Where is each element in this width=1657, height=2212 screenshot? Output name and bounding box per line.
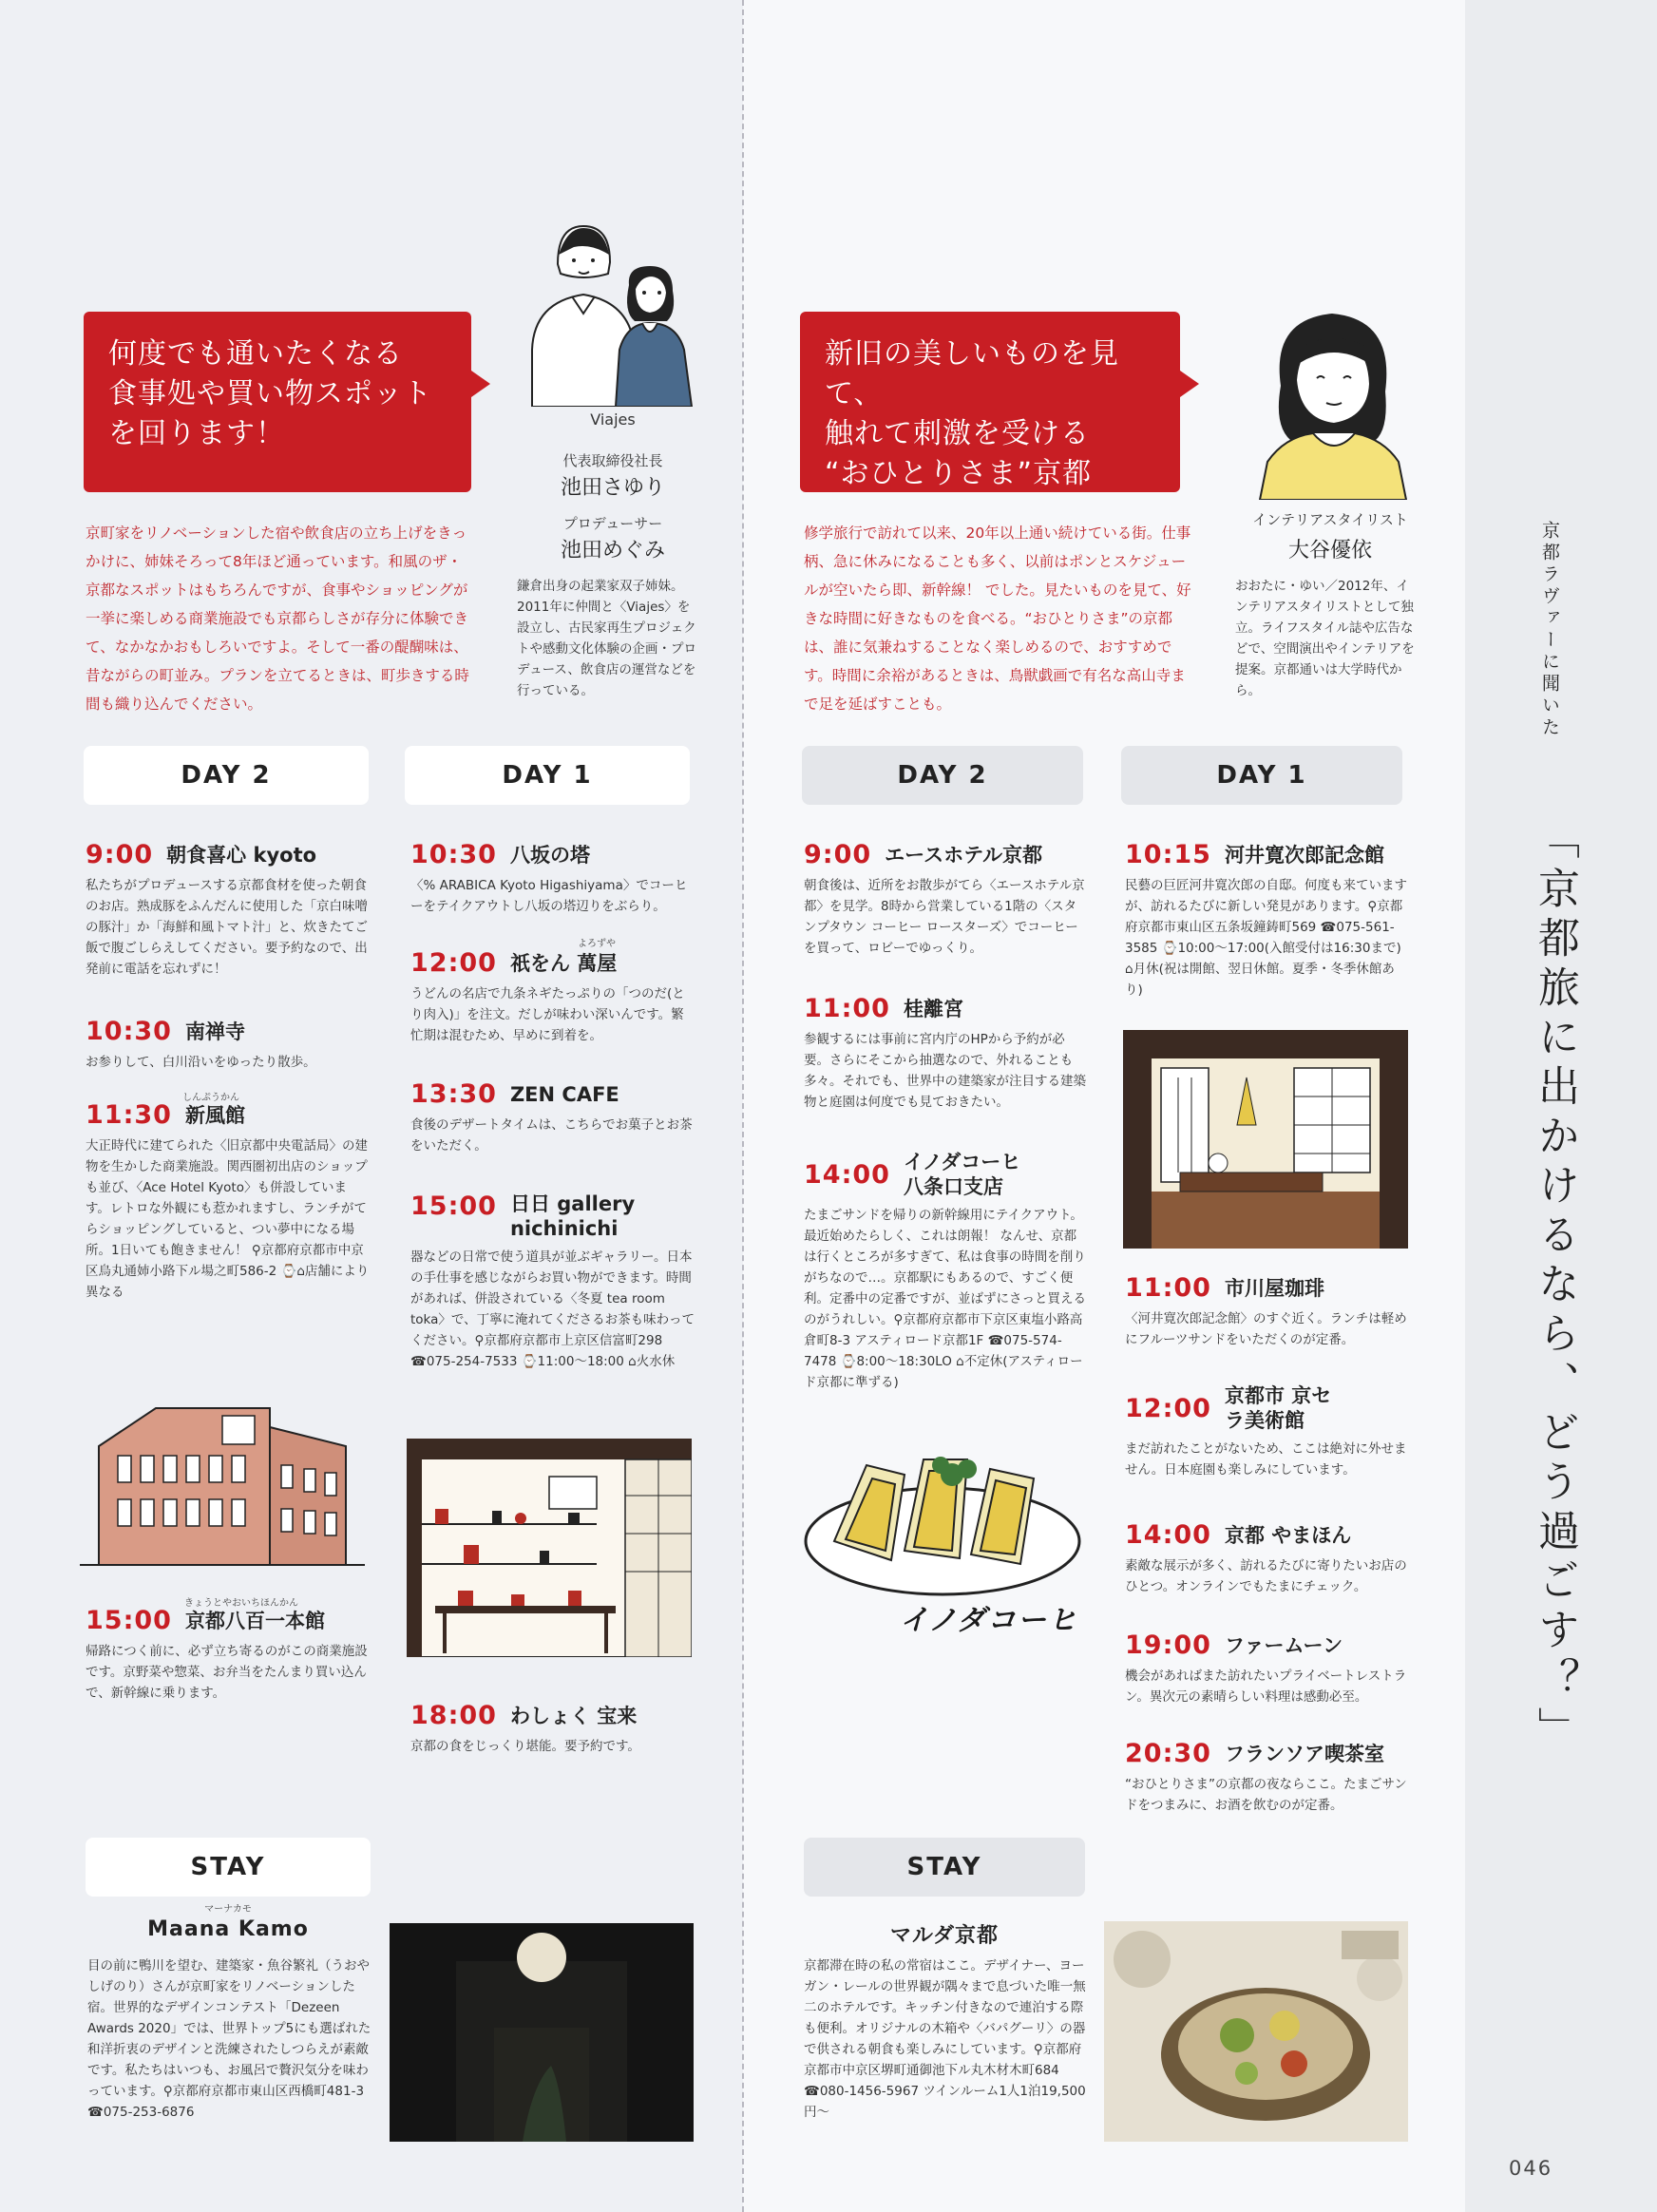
item-place: イノダコーヒ 八条口支店 — [903, 1151, 1021, 1198]
schedule-item — [410, 1192, 695, 1372]
schedule-item — [804, 840, 1089, 959]
item-place: 祇をん 萬屋 — [509, 951, 618, 975]
right-callout — [800, 312, 1180, 492]
stay-header: STAY — [86, 1838, 371, 1897]
item-desc: 朝食後は、近所をお散歩がてら〈エースホテル京都〉を見学。8時から営業している1階の〈スタンプタウン コーヒー ロースターズ〉でコーヒーを買って、ロビーでゆっくり。 — [804, 878, 1085, 956]
item-desc: 素敵な展示が多く、訪れるたびに寄りたいお店のひとつ。オンラインでもたまにチェック。 — [1125, 1558, 1407, 1594]
item-desc: 私たちがプロデュースする京都食材を使った朝食のお店。熟成豚をふんだんに使用した「京白味噌の豚汁」か「海鮮和風トマト汁」と、炊きたてご飯で腹ごしらえしてください。要予約なので、出発前に電話を忘れずに！ — [86, 878, 368, 977]
item-desc: 〈河井寛次郎記念館〉のすぐ近く。ランチは軽めにフルーツサンドをいただくのが定番。 — [1125, 1311, 1407, 1347]
item-time: 13:30 — [410, 1079, 497, 1109]
schedule-item — [1125, 840, 1410, 1001]
left-callout — [84, 312, 471, 492]
item-time: 9:00 — [86, 840, 154, 869]
role-title: プロデューサー — [562, 515, 663, 532]
item-desc: うどんの名店で九条ネギたっぷりの「つのだ(とり肉入)」を注文。だしが味わい深いんです。繁忙期は混むため、早めに到着を。 — [410, 986, 685, 1043]
item-time: 15:00 — [410, 1192, 497, 1221]
item-desc: お参りして、白川沿いをゆったり散歩。 — [86, 1055, 316, 1070]
callout-line: 新旧の美しいものを見て、 — [825, 337, 1119, 410]
item-desc: 器などの日常で使う道具が並ぶギャラリー。日本の手仕事を感じながらお買い物ができます。時間があれば、併設されている〈冬夏 tea room toka〉で、丁寧に淹れてくださるお茶も味わってください。⚲京都府京都市上京区信富町298 ☎075-254-7533 ⌚11:00〜18:00 ⌂火水休 — [410, 1249, 695, 1369]
item-time: 14:00 — [1125, 1520, 1211, 1550]
schedule-item — [1125, 1739, 1410, 1816]
person-name: 池田めぐみ — [560, 539, 665, 563]
item-desc: 帰路につく前に、必ず立ち寄るのがこの商業施設です。京野菜や惣菜、お弁当をたんまり買い込んで、新幹線に乗ります。 — [86, 1644, 368, 1701]
side-subtitle: 京都ラヴァーに聞いた — [1539, 521, 1560, 739]
ruby-text: よろずや — [578, 939, 616, 949]
item-time: 14:00 — [804, 1159, 890, 1190]
item-time: 11:00 — [804, 994, 890, 1023]
item-desc: 大正時代に建てられた〈旧京都中央電話局〉の建物を生かした商業施設。関西圏初出店のショップも並び、〈Ace Hotel Kyoto〉も併設しています。レトロな外観にも惹かれますし、ランチがてらショッピングしていると、つい夢中になる場所。1日いても飽きません！ ⚲京都府京都市中京区烏丸通姉小路下ル場之町586-2 ⌚⌂店舗により異なる — [86, 1138, 370, 1300]
role-title: 代表取締役社長 — [562, 452, 663, 469]
ruby-text: マーナカモ — [204, 1904, 252, 1915]
side-title: 「京都旅に出かけるなら、どう過ごす？」 — [1531, 817, 1579, 1756]
item-place: フランソア喫茶室 — [1224, 1742, 1384, 1765]
item-desc: たまごサンドを帰りの新幹線用にテイクアウト。最近始めたらしく、これは朗報！ なんせ、京都は行くところが多すぎて、私は食事の時間を削りがちなので…。京都駅にもあるので、すごく便利。定番中の定番ですが、並ばずにさっと買えるのがうれしい。⚲京都府京都市下京区東塩小路高倉町8-3 アスティロード京都1F ☎075-574-7478 ⌚8:00〜18:30LO ⌂不定休(アスティロード京都に準ずる) — [804, 1208, 1086, 1390]
item-place: ZEN CAFE — [509, 1082, 619, 1106]
day2-header: DAY 2 — [84, 746, 369, 805]
inoda-logo: イノダコーヒ — [899, 1604, 1079, 1637]
maruda-breakfast-photo — [1104, 1921, 1408, 2142]
item-place: 新風館 — [184, 1103, 245, 1127]
page-number: 046 — [1509, 2157, 1553, 2180]
callout-line: 食事処や買い物スポット — [108, 377, 432, 410]
stay-desc: 京都滞在時の私の常宿はここ。デザイナー、ヨーガン・レールの世界観が隅々まで息づいた唯一無二のホテルです。キッチン付きなので連泊する際も便利。オリジナルの木箱や〈バパグーリ〉の器で供される朝食も楽しみにしています。⚲京都府京都市中京区堺町通御池下ル丸木材木町684 ☎080-1456-5967 ツインルーム1人1泊19,500円〜 — [804, 1958, 1086, 2120]
person-name: 池田さゆり — [560, 476, 665, 500]
schedule-item — [1125, 1383, 1410, 1480]
company-name: Viajes — [590, 410, 636, 429]
item-place: 京都八百一本館 — [184, 1609, 325, 1632]
item-place: 桂離宮 — [903, 997, 963, 1020]
schedule-item — [410, 948, 695, 1046]
item-time: 12:00 — [410, 948, 497, 978]
stay-name: Maana Kamo — [147, 1917, 309, 1941]
role-title: インテリアスタイリスト — [1252, 511, 1408, 528]
day1-header: DAY 1 — [405, 746, 690, 805]
schedule-item — [1125, 1273, 1410, 1350]
shinpukan-illustration — [80, 1389, 365, 1579]
schedule-item — [1125, 1520, 1410, 1597]
item-time: 12:00 — [1125, 1393, 1211, 1423]
callout-line: を回ります！ — [108, 417, 285, 450]
callout-line: 触れて刺激を受ける — [825, 417, 1090, 450]
intro-text: 修学旅行で訪れて以来、20年以上通い続けている街。仕事柄、急に休みになることも多く、以前はポンとスケジュールが空いたら即、新幹線！ でした。見たいものを見て、好きな時間に好きなものを食べる。“おひとりさま”の京都は、誰に気兼ねすることなく楽しめるので、おすすめです。時間に余裕があるときは、鳥獣戯画で有名な高山寺まで足を延ばすことも。 — [804, 524, 1191, 713]
couple-illustration — [524, 207, 705, 407]
profile-text: 鎌倉出身の起業家双子姉妹。2011年に仲間と〈Viajes〉を設立し、古民家再生プロジェクトや感動文化体験の企画・プロデュース、飲食店の運営などを行っている。 — [517, 579, 696, 698]
item-desc: 機会があればまた訪れたいプライベートレストラン。異次元の素晴らしい料理は感動必至。 — [1125, 1669, 1407, 1705]
item-desc: まだ訪れたことがないため、ここは絶対に外せません。日本庭園も楽しみにしています。 — [1125, 1441, 1407, 1478]
item-time: 11:30 — [86, 1100, 172, 1130]
schedule-item — [804, 994, 1089, 1113]
item-time: 11:00 — [1125, 1273, 1211, 1303]
item-desc: “おひとりさま”の京都の夜ならここ。たまごサンドをつまみに、お酒を飲むのが定番。 — [1125, 1777, 1407, 1813]
ruby-text: きょうとやおいちほんかん — [184, 1598, 298, 1609]
item-place: 市川屋珈琲 — [1224, 1276, 1324, 1300]
item-time: 10:30 — [86, 1017, 172, 1046]
item-place: エースホテル京都 — [885, 843, 1043, 867]
item-desc: 民藝の巨匠河井寛次郎の自邸。何度も来ていますが、訪れるたびに新しい発見があります。⚲京都府京都市東山区五条坂鐘鋳町569 ☎075-561-3585 ⌚10:00〜17:00(入館受付は16:30まで) ⌂月休(祝は開館、翌日休館。夏季・冬季休館あり) — [1125, 878, 1407, 998]
item-desc: 食後のデザートタイムは、こちらでお菓子とお茶をいただく。 — [410, 1117, 693, 1154]
item-desc: 〈% ARABICA Kyoto Higashiyama〉でコーヒーをテイクアウトし八坂の塔辺りをぶらり。 — [410, 878, 688, 914]
item-desc: 京都の食をじっくり堪能。要予約です。 — [410, 1739, 640, 1754]
item-place: 京都市 京セラ美術館 — [1224, 1384, 1332, 1432]
intro-text: 京町家をリノベーションした宿や飲食店の立ち上げをきっかけに、姉妹そろって8年ほど通っています。和風のザ・京都なスポットはもちろんですが、食事やショッピングが一挙に楽しめる商業施設でも京都らしさが存分に体験できて、なかなかおもしろいですよ。そして一番の醍醐味は、昔ながらの町並み。プランを立てるときは、町歩きする時間も織り込んでください。 — [86, 524, 469, 713]
item-time: 20:30 — [1125, 1739, 1211, 1768]
item-time: 15:00 — [86, 1606, 172, 1635]
schedule-item — [410, 1701, 695, 1757]
page-fold-line — [742, 0, 744, 2212]
item-time: 19:00 — [1125, 1630, 1211, 1660]
schedule-item — [86, 840, 371, 980]
kawai-house-illustration — [1123, 1030, 1408, 1249]
item-place: 河井寛次郎記念館 — [1224, 843, 1384, 867]
stay-desc: 目の前に鴨川を望む、建築家・魚谷繁礼（うおやしげのり）さんが京町家をリノベーションした宿。世界的なデザインコンテスト「Dezeen Awards 2020」では、世界トップ5にも選ばれた和洋折衷のデザインと洗練されたしつらえが素敵です。私たちはいつも、お風呂で贅沢気分を味わっています。⚲京都府京都市東山区西橋町481-3 ☎075-253-6876 — [87, 1958, 371, 2120]
item-place: 京都 やまほん — [1224, 1523, 1352, 1547]
maana-kamo-photo — [390, 1923, 694, 2142]
item-time: 9:00 — [804, 840, 872, 869]
item-time: 10:15 — [1125, 840, 1211, 869]
schedule-item — [86, 1017, 371, 1073]
item-place: 日日 gallery nichinichi — [509, 1192, 636, 1240]
item-place: ファームーン — [1224, 1633, 1343, 1657]
profile-text: おおたに・ゆい／2012年、インテリアスタイリストとして独立。ライフスタイル誌や広告などで、空間演出やインテリアを提案。京都通いは大学時代から。 — [1235, 579, 1415, 698]
item-place: 朝食喜心 kyoto — [166, 843, 317, 867]
schedule-item — [86, 1606, 371, 1704]
callout-line: “おひとりさま”京都 — [825, 457, 1093, 490]
day2-header: DAY 2 — [802, 746, 1083, 805]
item-place: わしょく 宝来 — [509, 1704, 638, 1727]
stylist-illustration — [1247, 300, 1418, 500]
schedule-item — [804, 1150, 1089, 1393]
ruby-text: しんぷうかん — [182, 1093, 239, 1103]
stay-header: STAY — [804, 1838, 1085, 1897]
callout-line: 何度でも通いたくなる — [108, 337, 403, 371]
schedule-item — [1125, 1630, 1410, 1707]
item-desc: 参観するには事前に宮内庁のHPから予約が必要。さらにそこから抽選なので、外れることも多々。それでも、世界中の建築家が注目する建築物と庭園は何度でも見ておきたい。 — [804, 1032, 1086, 1110]
item-time: 10:30 — [410, 840, 497, 869]
item-time: 18:00 — [410, 1701, 497, 1730]
schedule-item — [410, 1079, 695, 1156]
person-name: 大谷優依 — [1287, 539, 1372, 563]
schedule-item — [410, 840, 695, 917]
item-place: 南禅寺 — [184, 1020, 245, 1043]
schedule-item — [86, 1100, 371, 1303]
item-place: 八坂の塔 — [509, 843, 590, 867]
gallery-illustration — [407, 1439, 692, 1657]
day1-header: DAY 1 — [1121, 746, 1402, 805]
stay-name: マルダ京都 — [889, 1924, 1000, 1948]
